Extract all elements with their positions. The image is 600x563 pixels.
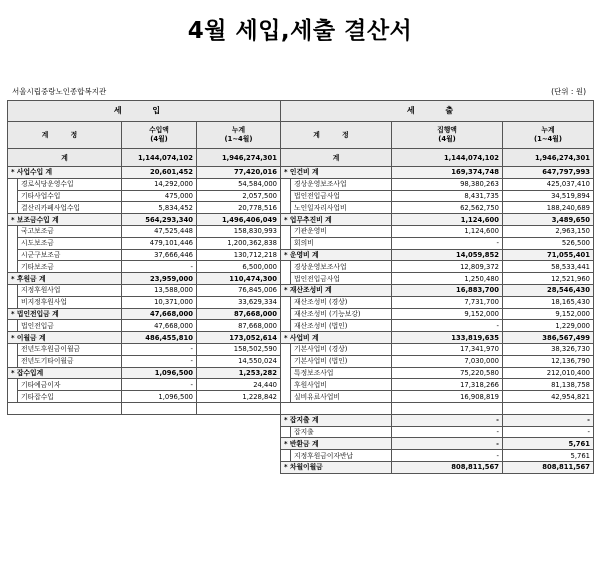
revenue-indent [8, 296, 18, 308]
table-row [8, 426, 594, 438]
revenue-item-name: 기타보조금 [18, 261, 122, 273]
expenditure-item-cumul: 18,165,430 [503, 296, 594, 308]
revenue-item-cumul: 14,550,024 [197, 355, 281, 367]
revenue-category-cumul: 1,253,282 [197, 367, 281, 379]
settlement-table [7, 100, 594, 474]
expenditure-indent [281, 379, 291, 391]
expenditure-indent [281, 320, 291, 332]
expenditure-category-name: * 차월이월금 [281, 461, 392, 473]
expenditure-category-cumul: 3,489,650 [503, 214, 594, 226]
revenue-category-month: 23,959,000 [122, 273, 197, 285]
expenditure-item-month: 1,250,480 [392, 273, 503, 285]
revenue-cumul-header-label: 누계 [231, 126, 246, 134]
revenue-amount-header [122, 122, 197, 149]
expenditure-category-month: 169,374,748 [392, 167, 503, 179]
expenditure-item-name: 기본사업비 (경상) [291, 343, 392, 355]
revenue-item-name: 기타사업수입 [18, 190, 122, 202]
expenditure-item-name: 재산조성비 (경상) [291, 296, 392, 308]
expenditure-item-month: 98,380,263 [392, 178, 503, 190]
revenue-item-month: 479,101,446 [122, 237, 197, 249]
table-row [8, 190, 594, 202]
expenditure-item-name: 법인전입금사업 [291, 273, 392, 285]
table-row [8, 402, 594, 414]
table-row [8, 367, 594, 379]
revenue-blank-area [8, 426, 281, 438]
expenditure-item-month: - [392, 426, 503, 438]
expenditure-item-cumul: 5,761 [503, 450, 594, 462]
expenditure-item-month: 1,124,600 [392, 225, 503, 237]
revenue-indent [8, 261, 18, 273]
revenue-category-month: 20,601,452 [122, 167, 197, 179]
expenditure-indent [281, 261, 291, 273]
expenditure-category-name: * 재산조성비 계 [281, 284, 392, 296]
revenue-item-cumul: 54,584,000 [197, 178, 281, 190]
revenue-indent [8, 343, 18, 355]
table-row [8, 249, 594, 261]
expenditure-total-cumul: 1,946,274,301 [503, 149, 594, 167]
revenue-category-cumul: 77,420,016 [197, 167, 281, 179]
revenue-item-cumul: 76,845,006 [197, 284, 281, 296]
expenditure-indent [281, 343, 291, 355]
revenue-item-name: 국고보조금 [18, 225, 122, 237]
revenue-item-cumul: 6,500,000 [197, 261, 281, 273]
revenue-category-name: * 보조금수입 계 [8, 214, 122, 226]
expenditure-item-name: 법인전입금사업 [291, 190, 392, 202]
table-row [8, 284, 594, 296]
expenditure-item-month: 7,030,000 [392, 355, 503, 367]
revenue-item-cumul: 24,440 [197, 379, 281, 391]
expenditure-category-month: 14,059,852 [392, 249, 503, 261]
revenue-indent [8, 355, 18, 367]
expenditure-category-cumul: - [503, 414, 594, 426]
revenue-total-label: 계 [8, 149, 122, 167]
expenditure-category-cumul: 71,055,401 [503, 249, 594, 261]
expenditure-item-name: 특정보조사업 [291, 367, 392, 379]
expenditure-item-name: 기관운영비 [291, 225, 392, 237]
revenue-category-name: * 법인전입금 계 [8, 308, 122, 320]
expenditure-category-name: * 업무추진비 계 [281, 214, 392, 226]
expenditure-amount-header-label: 집행액 [437, 126, 457, 134]
revenue-category-cumul: 173,052,614 [197, 332, 281, 344]
expenditure-category-cumul: 647,797,993 [503, 167, 594, 179]
table-row [8, 332, 594, 344]
revenue-item-name: 전년도후원금이월금 [18, 343, 122, 355]
revenue-item-cumul: 2,057,500 [197, 190, 281, 202]
revenue-indent [8, 379, 18, 391]
table-row [8, 355, 594, 367]
revenue-item-name: 결산리카페사업수입 [18, 202, 122, 214]
table-row [8, 214, 594, 226]
revenue-item-name: 비지정후원사업 [18, 296, 122, 308]
revenue-item-name: 기타잡수입 [18, 391, 122, 403]
table-row [8, 261, 594, 273]
expenditure-cumul-header-period: (1~4월) [534, 135, 562, 143]
table-row [8, 391, 594, 403]
expenditure-item-month: 9,152,000 [392, 308, 503, 320]
expenditure-indent [281, 296, 291, 308]
expenditure-item-name: 노인일자리사업비 [291, 202, 392, 214]
revenue-item-name: 지정후원사업 [18, 284, 122, 296]
revenue-category-month: 564,293,340 [122, 214, 197, 226]
expenditure-section-header: 세 출 [281, 101, 594, 122]
revenue-amount-header-period: (4월) [150, 135, 168, 143]
table-row [8, 414, 594, 426]
expenditure-indent [281, 237, 291, 249]
expenditure-item-month: - [392, 237, 503, 249]
header-row-columns [8, 122, 594, 149]
expenditure-item-cumul: - [503, 426, 594, 438]
table-row [8, 273, 594, 285]
expenditure-category-month: - [392, 438, 503, 450]
expenditure-indent [281, 391, 291, 403]
revenue-item-name: 기타예금이자 [18, 379, 122, 391]
table-row [8, 308, 594, 320]
revenue-cumul-header-period: (1~4월) [224, 135, 253, 143]
revenue-blank-area [8, 450, 281, 462]
expenditure-item-cumul: 9,152,000 [503, 308, 594, 320]
revenue-indent [8, 237, 18, 249]
expenditure-indent [281, 426, 291, 438]
revenue-item-month: 47,525,448 [122, 225, 197, 237]
revenue-item-cumul: 158,502,590 [197, 343, 281, 355]
revenue-item-month: 14,292,000 [122, 178, 197, 190]
expenditure-cumul-header [503, 122, 594, 149]
expenditure-indent [281, 355, 291, 367]
revenue-category-month: 486,455,810 [122, 332, 197, 344]
revenue-item-month: - [122, 261, 197, 273]
revenue-item-month: - [122, 343, 197, 355]
expenditure-item-cumul: 38,326,730 [503, 343, 594, 355]
page-title: 4월 세입,세출 결산서 [187, 18, 413, 44]
revenue-indent [8, 225, 18, 237]
revenue-item-cumul: 158,830,993 [197, 225, 281, 237]
expenditure-item-cumul: 188,240,689 [503, 202, 594, 214]
table-row [8, 202, 594, 214]
expenditure-item-month: - [392, 450, 503, 462]
expenditure-item-cumul: 1,229,000 [503, 320, 594, 332]
revenue-item-header: 계 정 [8, 122, 122, 149]
revenue-indent [8, 178, 18, 190]
expenditure-indent [281, 202, 291, 214]
expenditure-item-month: 7,731,700 [392, 296, 503, 308]
revenue-blank-area [8, 438, 281, 450]
table-row [8, 296, 594, 308]
expenditure-category-name: * 사업비 계 [281, 332, 392, 344]
table-row [8, 379, 594, 391]
expenditure-item-cumul: 34,519,894 [503, 190, 594, 202]
revenue-item-month: 1,096,500 [122, 391, 197, 403]
revenue-category-cumul: 1,496,406,049 [197, 214, 281, 226]
expenditure-item-name: 후원사업비 [291, 379, 392, 391]
revenue-category-name: * 잡수입계 [8, 367, 122, 379]
revenue-item-month: 475,000 [122, 190, 197, 202]
expenditure-item-name: 경상운영보조사업 [291, 178, 392, 190]
revenue-category-name: * 사업수입 계 [8, 167, 122, 179]
revenue-total-cumul: 1,946,274,301 [197, 149, 281, 167]
table-row [8, 461, 594, 473]
expenditure-category-name: * 반환금 계 [281, 438, 392, 450]
revenue-item-cumul: 130,712,218 [197, 249, 281, 261]
revenue-empty-cumul [197, 402, 281, 414]
expenditure-amount-header-period: (4월) [438, 135, 456, 143]
revenue-category-name: * 후원금 계 [8, 273, 122, 285]
expenditure-category-month: 16,883,700 [392, 284, 503, 296]
total-row [8, 149, 594, 167]
revenue-section-header: 세 입 [8, 101, 281, 122]
revenue-amount-header-label: 수입액 [149, 126, 169, 134]
revenue-empty-month [122, 402, 197, 414]
expenditure-indent [281, 190, 291, 202]
expenditure-indent [281, 367, 291, 379]
expenditure-item-cumul: 12,521,960 [503, 273, 594, 285]
expenditure-item-name: 실비유료사업비 [291, 391, 392, 403]
expenditure-item-name: 잡지출 [291, 426, 392, 438]
expenditure-empty-month [392, 402, 503, 414]
expenditure-item-cumul: 42,954,821 [503, 391, 594, 403]
expenditure-amount-header [392, 122, 503, 149]
expenditure-item-month: 16,908,819 [392, 391, 503, 403]
revenue-item-month: - [122, 379, 197, 391]
table-row [8, 450, 594, 462]
revenue-blank-area [8, 414, 281, 426]
expenditure-category-name: * 인건비 계 [281, 167, 392, 179]
revenue-category-month: 47,668,000 [122, 308, 197, 320]
expenditure-item-month: - [392, 320, 503, 332]
expenditure-total-month: 1,144,074,102 [392, 149, 503, 167]
revenue-item-month: 10,371,000 [122, 296, 197, 308]
revenue-indent [8, 391, 18, 403]
revenue-indent [8, 202, 18, 214]
organization-name: 서울시립중랑노인종합복지관 [12, 87, 107, 96]
expenditure-item-name: 기본사업비 (법인) [291, 355, 392, 367]
table-row [8, 225, 594, 237]
expenditure-item-month: 12,809,372 [392, 261, 503, 273]
revenue-empty-cell [8, 402, 122, 414]
expenditure-indent [281, 225, 291, 237]
revenue-item-cumul: 87,668,000 [197, 320, 281, 332]
revenue-category-cumul: 110,474,300 [197, 273, 281, 285]
table-row [8, 167, 594, 179]
expenditure-empty-cell [281, 402, 392, 414]
expenditure-item-name: 재산조성비 (법인) [291, 320, 392, 332]
revenue-item-name: 전년도기타이월금 [18, 355, 122, 367]
revenue-item-cumul: 33,629,334 [197, 296, 281, 308]
revenue-item-month: 5,834,452 [122, 202, 197, 214]
table-row [8, 237, 594, 249]
expenditure-item-name: 회의비 [291, 237, 392, 249]
revenue-indent [8, 190, 18, 202]
table-row [8, 343, 594, 355]
revenue-item-name: 법인전입금 [18, 320, 122, 332]
expenditure-indent [281, 308, 291, 320]
expenditure-total-label: 계 [281, 149, 392, 167]
expenditure-indent [281, 273, 291, 285]
expenditure-category-month: - [392, 414, 503, 426]
expenditure-item-month: 8,431,735 [392, 190, 503, 202]
expenditure-category-cumul: 5,761 [503, 438, 594, 450]
expenditure-item-cumul: 2,963,150 [503, 225, 594, 237]
expenditure-item-month: 62,562,750 [392, 202, 503, 214]
revenue-indent [8, 320, 18, 332]
revenue-item-month: 37,666,446 [122, 249, 197, 261]
expenditure-indent [281, 450, 291, 462]
revenue-total-month: 1,144,074,102 [122, 149, 197, 167]
revenue-indent [8, 284, 18, 296]
expenditure-item-name: 경상운영보조사업 [291, 261, 392, 273]
revenue-item-month: - [122, 355, 197, 367]
revenue-item-name: 경로식당운영수입 [18, 178, 122, 190]
revenue-item-cumul: 20,778,516 [197, 202, 281, 214]
revenue-blank-area [8, 461, 281, 473]
expenditure-category-month: 1,124,600 [392, 214, 503, 226]
revenue-indent [8, 249, 18, 261]
expenditure-category-cumul: 28,546,430 [503, 284, 594, 296]
expenditure-category-month: 133,819,635 [392, 332, 503, 344]
revenue-category-month: 1,096,500 [122, 367, 197, 379]
expenditure-item-cumul: 212,010,400 [503, 367, 594, 379]
revenue-item-cumul: 1,228,842 [197, 391, 281, 403]
header-row-sections [8, 101, 594, 122]
revenue-category-name: * 이월금 계 [8, 332, 122, 344]
table-row [8, 178, 594, 190]
expenditure-item-month: 75,220,580 [392, 367, 503, 379]
expenditure-item-month: 17,341,970 [392, 343, 503, 355]
revenue-item-month: 47,668,000 [122, 320, 197, 332]
expenditure-category-name: * 잡지출 계 [281, 414, 392, 426]
expenditure-item-name: 지정후원금이자반납 [291, 450, 392, 462]
table-row [8, 320, 594, 332]
revenue-cumul-header [197, 122, 281, 149]
revenue-category-cumul: 87,668,000 [197, 308, 281, 320]
expenditure-item-month: 17,318,266 [392, 379, 503, 391]
expenditure-category-month: 808,811,567 [392, 461, 503, 473]
unit-label: (단위 : 원) [551, 87, 586, 96]
revenue-item-cumul: 1,200,362,838 [197, 237, 281, 249]
expenditure-item-name: 재산조성비 (기능보강) [291, 308, 392, 320]
expenditure-empty-cumul [503, 402, 594, 414]
expenditure-item-cumul: 58,533,441 [503, 261, 594, 273]
revenue-item-name: 시군구보조금 [18, 249, 122, 261]
expenditure-category-cumul: 386,567,499 [503, 332, 594, 344]
expenditure-item-cumul: 526,500 [503, 237, 594, 249]
expenditure-item-cumul: 425,037,410 [503, 178, 594, 190]
expenditure-category-cumul: 808,811,567 [503, 461, 594, 473]
expenditure-category-name: * 운영비 계 [281, 249, 392, 261]
expenditure-item-header: 계 정 [281, 122, 392, 149]
expenditure-item-cumul: 81,138,758 [503, 379, 594, 391]
expenditure-indent [281, 178, 291, 190]
expenditure-cumul-header-label: 누계 [541, 126, 555, 134]
revenue-item-name: 시도보조금 [18, 237, 122, 249]
table-row [8, 438, 594, 450]
revenue-item-month: 13,588,000 [122, 284, 197, 296]
expenditure-item-cumul: 12,136,790 [503, 355, 594, 367]
